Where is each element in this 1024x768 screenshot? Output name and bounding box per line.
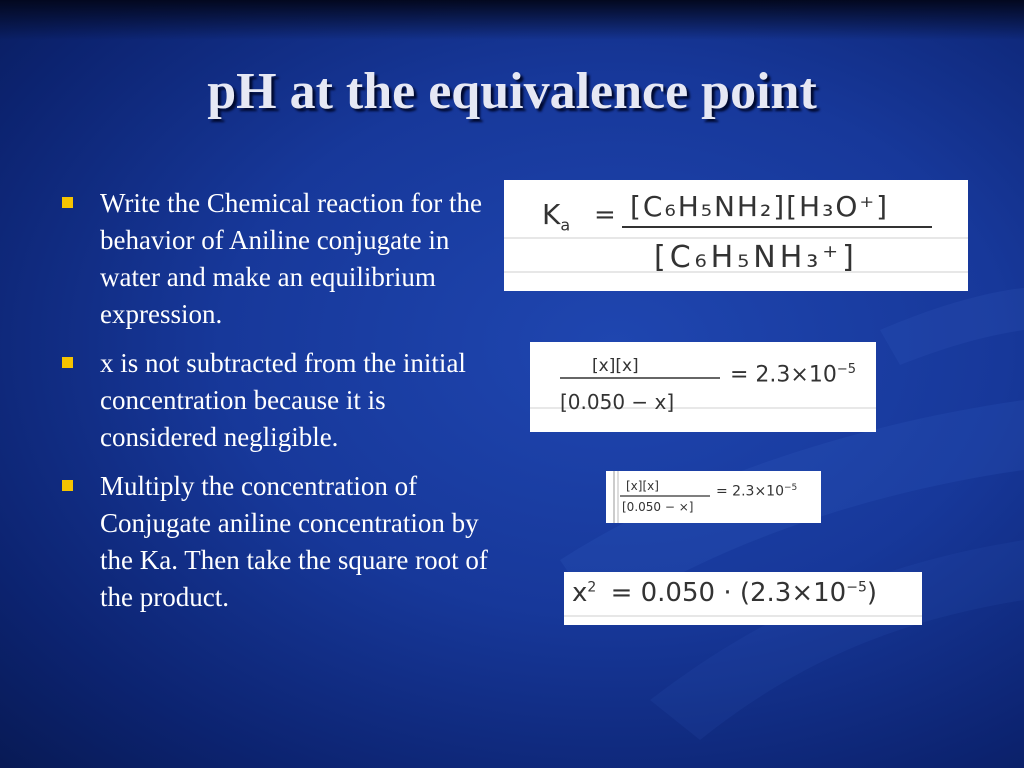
equals-sign: = [594,200,616,230]
ka-lhs: $K_a$ [542,198,571,235]
bullet-item [60,468,500,616]
bullet-text: Write the Chemical reaction for the behavior of Aniline conjugate in water and make an equilibrium expression. [100,188,482,329]
simplified-equation-image [606,471,821,523]
bullet-text: x is not subtracted from the initial concentration because it is considered negligible. [100,348,466,452]
eq3-expression: $x^2 = 0.050 \cdot (2.3\times 10^{-5})$ [572,578,878,608]
square-bullet-icon [62,197,73,208]
eq2-rhs: = $2.3\times 10^{-5}$ [716,483,798,500]
x-squared-equation-image [564,572,922,625]
equilibrium-equation-image [530,342,876,432]
bullet-text: Multiply the concentration of Conjugate aniline concentration by the Ka. Then take the square root of the product. [100,471,488,612]
bullet-item [60,345,500,456]
eq1-denominator: [0.050 − x] [560,390,675,414]
eq2-numerator: [x][x] [626,479,659,493]
slide-title: pH at the equivalence point [207,63,817,120]
eq1-rhs: = $2.3\times 10^{-5}$ [730,362,857,388]
bullet-list [60,185,500,628]
eq1-numerator: [x][x] [592,356,639,376]
ka-expression-image [504,180,968,291]
ka-denominator: [C₆H₅NH₃⁺] [654,240,858,275]
square-bullet-icon [62,480,73,491]
eq2-denominator: [0.050 − ⨯] [622,500,694,514]
square-bullet-icon [62,357,73,368]
ka-numerator: [C₆H₅NH₂][H₃O⁺] [630,190,890,223]
bullet-item [60,185,500,333]
